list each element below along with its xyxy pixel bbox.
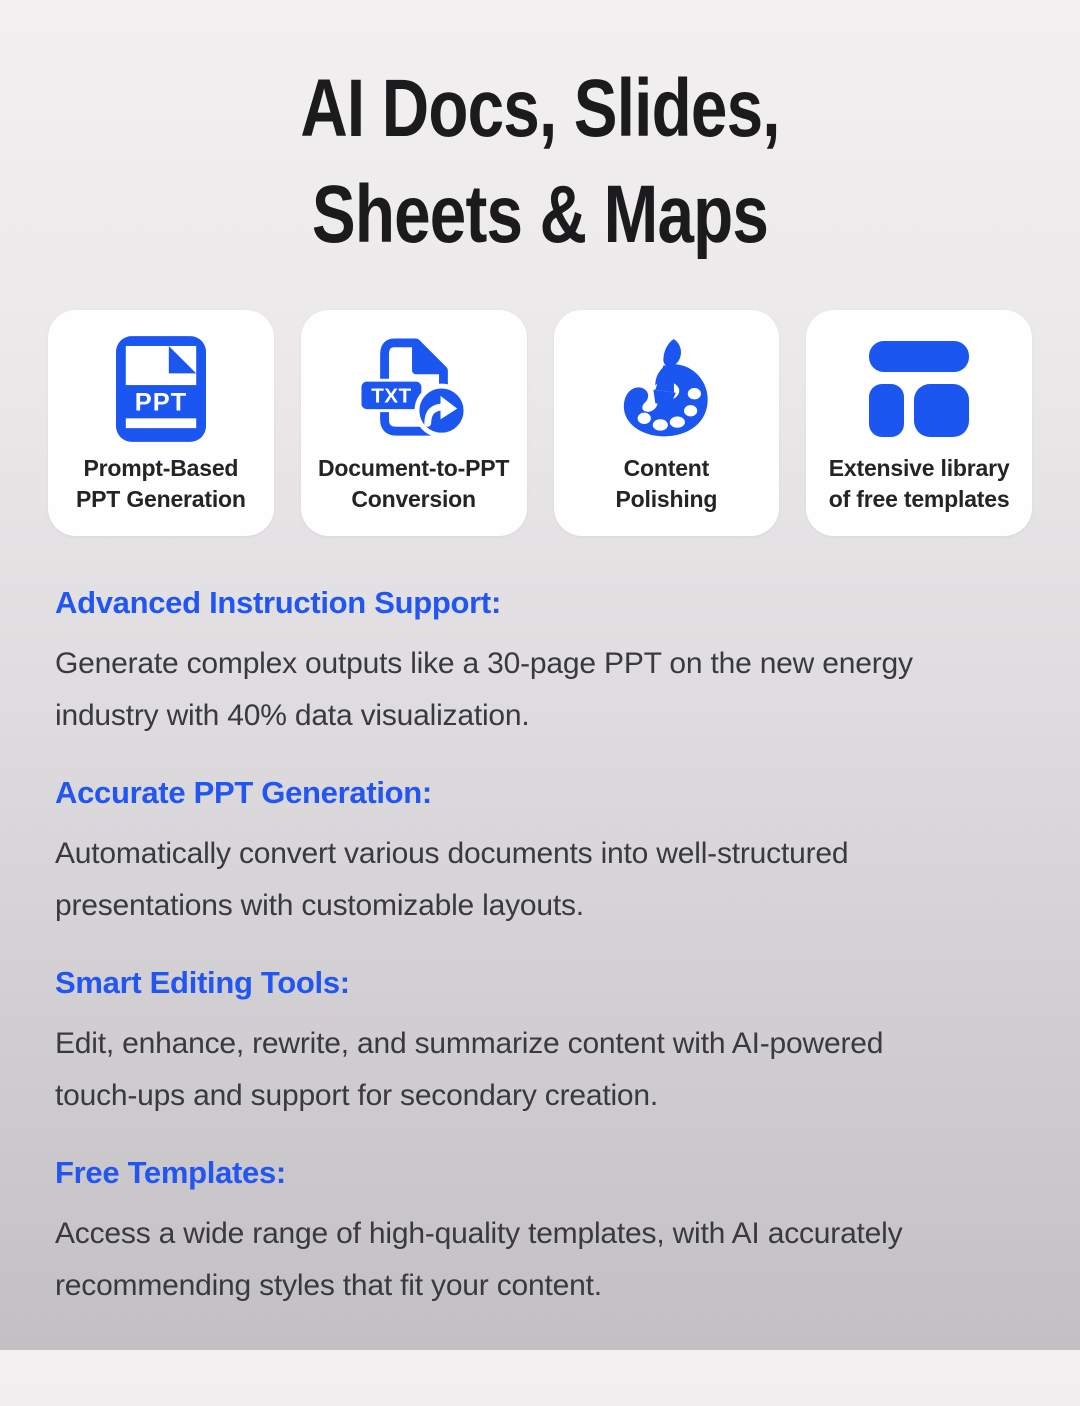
card-label: Document-to-PPT Conversion bbox=[318, 455, 510, 512]
card-label: Extensive library of free templates bbox=[828, 455, 1010, 512]
feature-card-doc-to-ppt bbox=[301, 310, 527, 536]
card-label: Prompt-Based PPT Generation bbox=[76, 455, 246, 512]
section-body-line: presentations with customizable layouts. bbox=[55, 889, 584, 922]
section-smart-editing bbox=[55, 966, 1025, 1122]
section-body-line: industry with 40% data visualization. bbox=[55, 699, 530, 732]
section-heading: Free Templates: bbox=[55, 1155, 286, 1190]
paint-palette-icon bbox=[613, 332, 719, 446]
doc-to-ppt-icon bbox=[358, 332, 470, 446]
section-body-line: Access a wide range of high-quality templates, with AI accurately bbox=[55, 1217, 903, 1250]
svg-text:PPT: PPT bbox=[134, 388, 188, 417]
ppt-file-icon bbox=[116, 332, 206, 446]
card-label: Content Polishing bbox=[615, 455, 718, 512]
page-title-line1: AI Docs, Slides, bbox=[300, 63, 780, 154]
section-heading: Accurate PPT Generation: bbox=[55, 775, 432, 810]
feature-sections bbox=[0, 586, 1080, 1312]
section-heading: Smart Editing Tools: bbox=[55, 965, 350, 1000]
feature-cards-row bbox=[0, 310, 1080, 536]
section-accurate-ppt bbox=[55, 776, 1025, 932]
section-body-line: Automatically convert various documents into well-structured bbox=[55, 837, 849, 870]
section-body-line: Edit, enhance, rewrite, and summarize content with AI-powered bbox=[55, 1027, 884, 1060]
section-advanced-instruction bbox=[55, 586, 1025, 742]
feature-card-templates bbox=[806, 310, 1032, 536]
section-free-templates bbox=[55, 1156, 1025, 1312]
page-title bbox=[108, 56, 972, 268]
feature-card-prompt-ppt bbox=[48, 310, 274, 536]
section-heading: Advanced Instruction Support: bbox=[55, 585, 501, 620]
section-body-line: recommending styles that fit your content. bbox=[55, 1269, 602, 1302]
feature-card-content-polishing bbox=[554, 310, 780, 536]
promo-page bbox=[0, 56, 1080, 1406]
svg-text:TXT: TXT bbox=[370, 384, 412, 408]
page-title-line2: Sheets & Maps bbox=[311, 169, 769, 260]
section-body-line: touch-ups and support for secondary creation. bbox=[55, 1079, 659, 1112]
section-body-line: Generate complex outputs like a 30-page PPT on the new energy bbox=[55, 647, 913, 680]
templates-grid-icon bbox=[869, 332, 969, 446]
